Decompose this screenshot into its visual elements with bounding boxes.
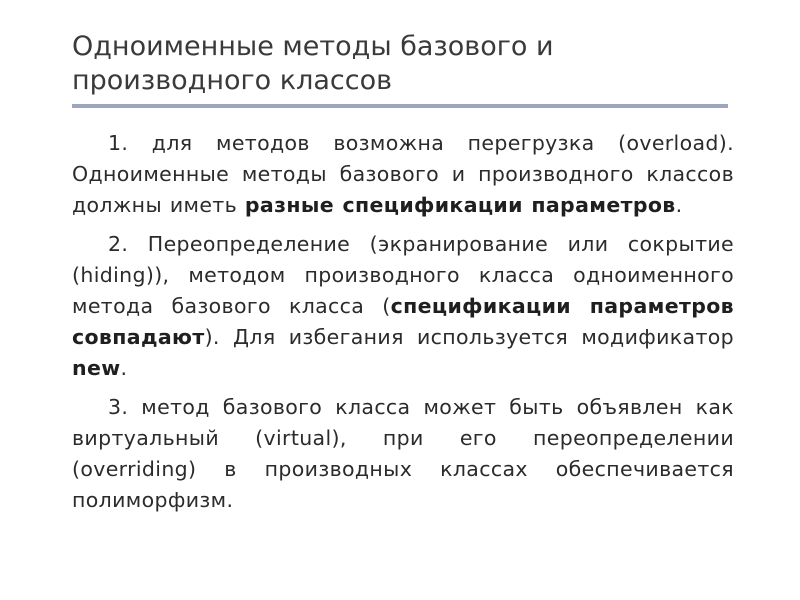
list-item-2 bbox=[72, 229, 734, 384]
item-3-text: 3. метод базового класса может быть объявлен как виртуальный (virtual), при его переопределении (overriding) в производных классах обеспечивается полиморфизм. bbox=[72, 395, 734, 512]
list-item-1 bbox=[72, 128, 734, 221]
item-1-end: . bbox=[675, 193, 683, 217]
item-2-bold: спецификации параметров совпадают bbox=[72, 294, 734, 349]
slide-title: Одноименные методы базового и производного классов bbox=[72, 31, 554, 96]
list-item-3 bbox=[72, 392, 734, 516]
item-2-end: . bbox=[120, 356, 128, 380]
item-2-text: 2. Переопределение (экранирование или сокрытие (hiding)), методом производного класса одноименного метода базового класса ( bbox=[72, 232, 734, 318]
item-2-keyword: new bbox=[72, 356, 121, 380]
item-1-bold: разные спецификации параметров bbox=[244, 193, 676, 217]
slide-body bbox=[72, 128, 734, 524]
item-2-middle: ). Для избегания используется модификатор bbox=[204, 325, 734, 349]
title-divider bbox=[72, 104, 728, 108]
item-1-text: 1. для методов возможна перегрузка (overload). Одноименные методы базового и производного классов должны иметь bbox=[72, 131, 734, 217]
